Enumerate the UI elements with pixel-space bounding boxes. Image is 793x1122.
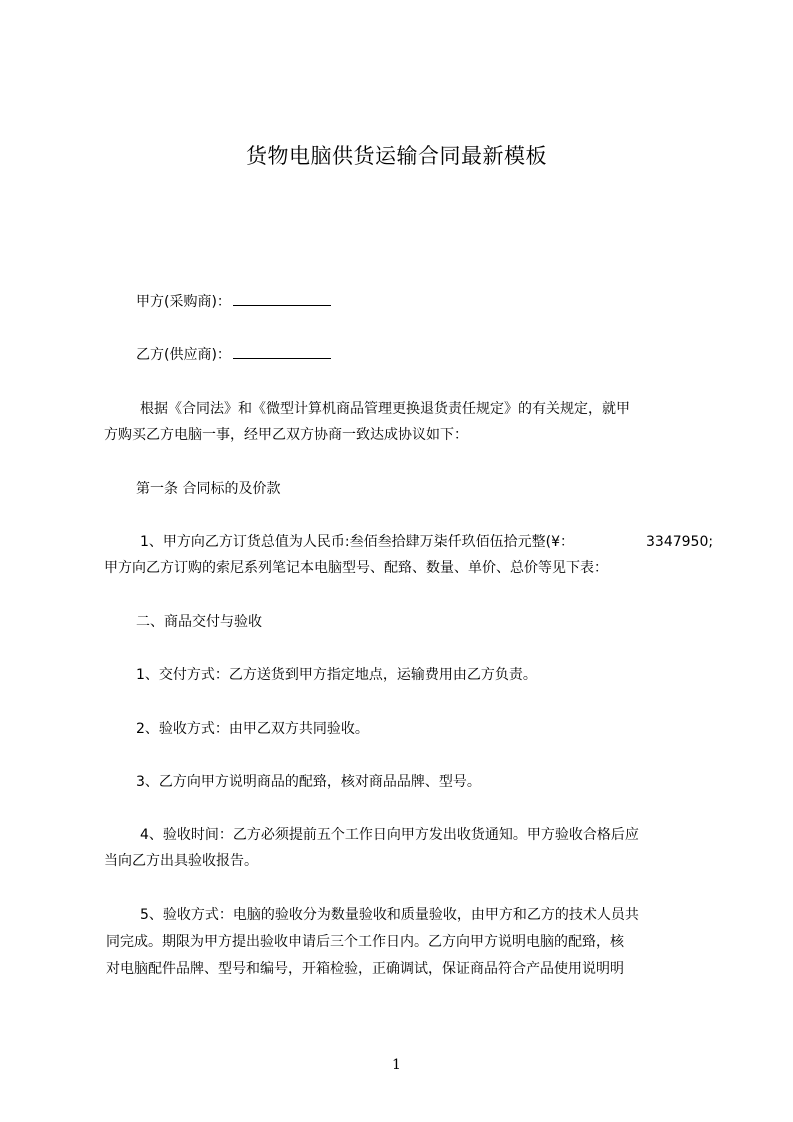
article-1-line-1-text: 1、甲方向乙方订货总值为人民币:叁佰叁拾肆万柒仟玖佰伍拾元整(¥： xyxy=(140,534,574,550)
intro-line-1: 根据《合同法》和《微型计算机商品管理更换退货责任规定》的有关规定，就甲 xyxy=(140,401,630,417)
item-5-line-3: 对电脑配件品牌、型号和编号，开箱检验，正确调试，保证商品符合产品使用说明明 xyxy=(106,961,624,977)
item-3: 3、乙方向甲方说明商品的配臵，核对商品品牌、型号。 xyxy=(136,774,481,790)
intro-line-2: 方购买乙方电脑一事，经甲乙双方协商一致达成协议如下： xyxy=(104,427,468,443)
party-a-label: 甲方(采购商)： xyxy=(136,294,231,310)
item-4-line-2: 当向乙方出具验收报告。 xyxy=(104,853,258,869)
article-1-heading: 第一条 合同标的及价款 xyxy=(136,481,281,497)
contract-amount: 3347950; xyxy=(646,534,714,550)
item-2: 2、验收方式：由甲乙双方共同验收。 xyxy=(136,721,369,737)
article-1-line-1 xyxy=(140,530,574,554)
article-1-line-2: 甲方向乙方订购的索尼系列笔记本电脑型号、配臵、数量、单价、总价等见下表： xyxy=(104,560,608,576)
item-4-line-1: 4、验收时间：乙方必须提前五个工作日向甲方发出收货通知。甲方验收合格后应 xyxy=(140,827,639,843)
party-b-label: 乙方(供应商)： xyxy=(136,347,231,363)
page-number: 1 xyxy=(392,1057,401,1073)
party-b-blank[interactable] xyxy=(233,345,331,359)
document-title: 货物电脑供货运输合同最新模板 xyxy=(246,144,547,168)
party-b-line xyxy=(136,343,331,367)
section-2-heading: 二、商品交付与验收 xyxy=(136,614,262,630)
party-a-line xyxy=(136,290,331,314)
item-5-line-1: 5、验收方式：电脑的验收分为数量验收和质量验收，由甲方和乙方的技术人员共 xyxy=(140,907,639,923)
item-1: 1、交付方式：乙方送货到甲方指定地点，运输费用由乙方负责。 xyxy=(136,667,537,683)
item-5-line-2: 同完成。期限为甲方提出验收申请后三个工作日内。乙方向甲方说明电脑的配臵，核 xyxy=(106,934,624,950)
party-a-blank[interactable] xyxy=(233,292,331,306)
